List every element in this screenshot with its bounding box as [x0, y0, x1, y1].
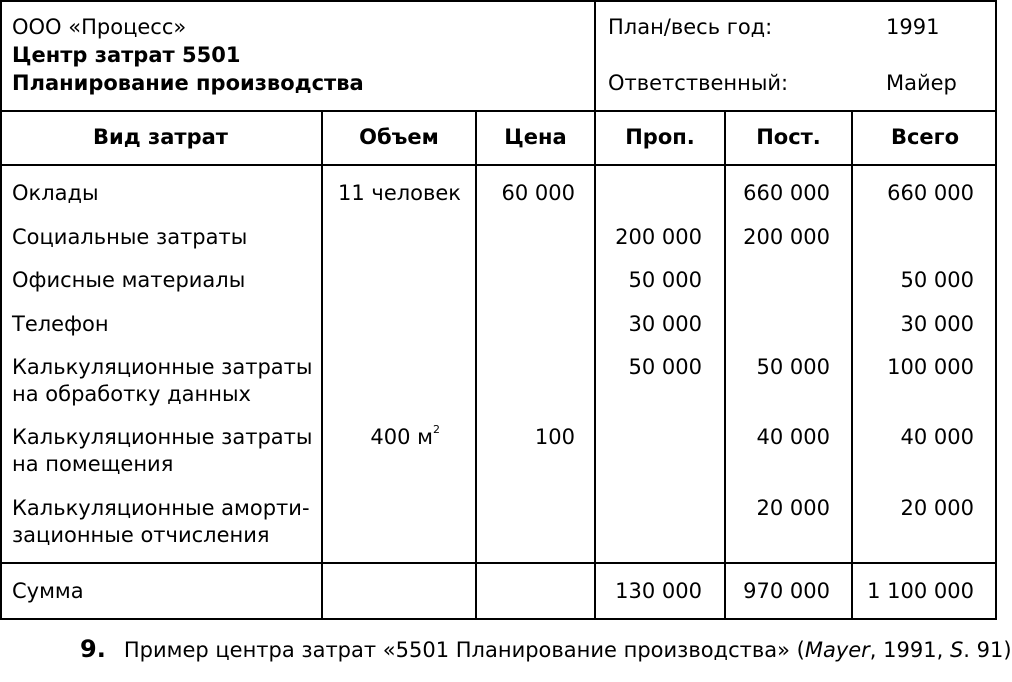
- sum-divider: [0, 562, 997, 564]
- header-column-divider: [594, 0, 596, 110]
- row-type: Социальные затраты: [12, 225, 248, 249]
- header-divider: [0, 110, 997, 112]
- columns-divider: [0, 164, 997, 166]
- row-price: 60 000: [501, 181, 575, 205]
- sum-total: 1 100 000: [867, 579, 974, 603]
- row-type: Калькуляционные затраты на помещения: [12, 425, 313, 476]
- department-title: Планирование производства: [12, 71, 364, 95]
- col-header-volume: Объем: [359, 125, 439, 149]
- caption-text: Пример центра затрат «5501 Планирование производства» (: [123, 638, 805, 662]
- volume-value: 400 м: [370, 425, 433, 449]
- row-post: 200 000: [743, 225, 830, 249]
- row-type: Оклады: [12, 181, 99, 205]
- sum-post: 970 000: [743, 579, 830, 603]
- caption-year: , 1991,: [869, 638, 950, 662]
- responsible-label: Ответственный:: [608, 71, 789, 95]
- figure-caption: [80, 634, 1012, 665]
- col-header-total: Всего: [890, 125, 960, 149]
- row-total: 660 000: [887, 181, 974, 205]
- row-price: 100: [534, 425, 575, 449]
- company-name: ООО «Процесс»: [12, 15, 187, 39]
- row-prop: 200 000: [615, 225, 702, 249]
- sum-label: Сумма: [12, 579, 84, 603]
- caption-author: Mayer: [804, 638, 870, 662]
- row-prop: 30 000: [628, 312, 702, 336]
- plan-label: План/весь год:: [608, 15, 773, 39]
- row-volume: 11 человек: [338, 181, 461, 205]
- row-post: 660 000: [743, 181, 830, 205]
- caption-page-label: S: [949, 638, 964, 662]
- row-total: 30 000: [900, 312, 974, 336]
- sum-prop: 130 000: [615, 579, 702, 603]
- row-total: 40 000: [900, 425, 974, 449]
- figure-number: 9.: [80, 635, 106, 663]
- plan-value: 1991: [886, 15, 940, 39]
- row-prop: 50 000: [628, 268, 702, 292]
- row-volume: [323, 424, 440, 451]
- responsible-value: Майер: [886, 71, 957, 95]
- row-total: 20 000: [900, 496, 974, 520]
- row-type: Телефон: [12, 312, 109, 336]
- volume-unit-exponent: 2: [433, 423, 440, 436]
- row-type-line-2: зационные отчисления: [12, 523, 270, 547]
- row-post: 50 000: [756, 355, 830, 379]
- row-post: 40 000: [756, 425, 830, 449]
- col-header-prop: Проп.: [625, 125, 695, 149]
- row-type: Офисные материалы: [12, 268, 246, 292]
- caption-page-number: . 91): [963, 638, 1012, 662]
- row-type-line-1: Калькуляционные аморти-: [12, 496, 310, 520]
- cost-center-title: Центр затрат 5501: [12, 43, 241, 67]
- col-header-price: Цена: [504, 125, 567, 149]
- col-header-type: Вид затрат: [93, 125, 228, 149]
- row-type: Калькуляционные затраты на обработку данных: [12, 355, 313, 406]
- row-total: 50 000: [900, 268, 974, 292]
- row-prop: 50 000: [628, 355, 702, 379]
- row-post: 20 000: [756, 496, 830, 520]
- row-total: 100 000: [887, 355, 974, 379]
- col-header-post: Пост.: [756, 125, 821, 149]
